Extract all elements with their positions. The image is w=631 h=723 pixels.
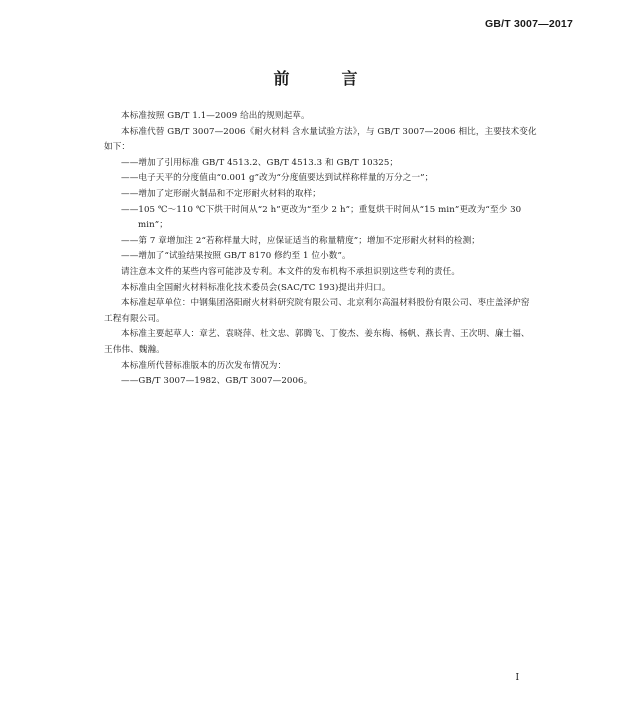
preface-body bbox=[104, 109, 538, 390]
standard-code: GB/T 3007—2017 bbox=[484, 18, 573, 30]
paragraph-history-intro: 本标准所代替标准版本的历次发布情况为： bbox=[121, 360, 287, 371]
history-item: ——GB/T 3007—1982、GB/T 3007—2006。 bbox=[121, 376, 313, 387]
paragraph-proposer: 本标准由全国耐火材料标准化技术委员会(SAC/TC 193)提出并归口。 bbox=[121, 282, 391, 293]
paragraph-drafters: 本标准主要起草人：章艺、袁晓萍、杜文忠、郭腾飞、丁俊杰、姜东梅、杨帆、燕长青、王次明、廉士福、王伟伟、魏瀚。 bbox=[104, 329, 530, 355]
change-item: ——增加了引用标准 GB/T 4513.2、GB/T 4513.3 和 GB/T 10325； bbox=[121, 157, 399, 168]
change-item: ——105 ℃～110 ℃下烘干时间从“2 h”更改为“至少 2 h”；重复烘干时间从“15 min”更改为“至少 30 min”； bbox=[121, 204, 522, 231]
paragraph-drafting-units: 本标准起草单位：中钢集团洛阳耐火材料研究院有限公司、北京利尔高温材料股份有限公司、枣庄盖泽炉窑工程有限公司。 bbox=[104, 298, 530, 324]
page-title: 前 言 bbox=[273, 69, 376, 88]
page-number: I bbox=[515, 673, 519, 683]
change-item: ——第 7 章增加注 2“若称样量大时，应保证适当的称量精度”；增加不定形耐火材料的检测； bbox=[121, 235, 480, 246]
paragraph-drafting-rule: 本标准按照 GB/T 1.1—2009 给出的规则起草。 bbox=[121, 111, 310, 121]
paragraph-replaces: 本标准代替 GB/T 3007—2006《耐火材料 含水量试验方法》，与 GB/T 3007—2006 相比，主要技术变化如下： bbox=[104, 126, 537, 153]
change-item: ——增加了定形耐火制品和不定形耐火材料的取样； bbox=[121, 188, 321, 199]
paragraph-patent-notice: 请注意本文件的某些内容可能涉及专利。本文件的发布机构不承担识别这些专利的责任。 bbox=[121, 266, 461, 277]
change-item: ——增加了“试验结果按照 GB/T 8170 修约至 1 位小数”。 bbox=[121, 251, 351, 262]
change-item: ——电子天平的分度值由“0.001 g”改为“分度值要达到试样称样量的万分之一”； bbox=[121, 173, 434, 184]
